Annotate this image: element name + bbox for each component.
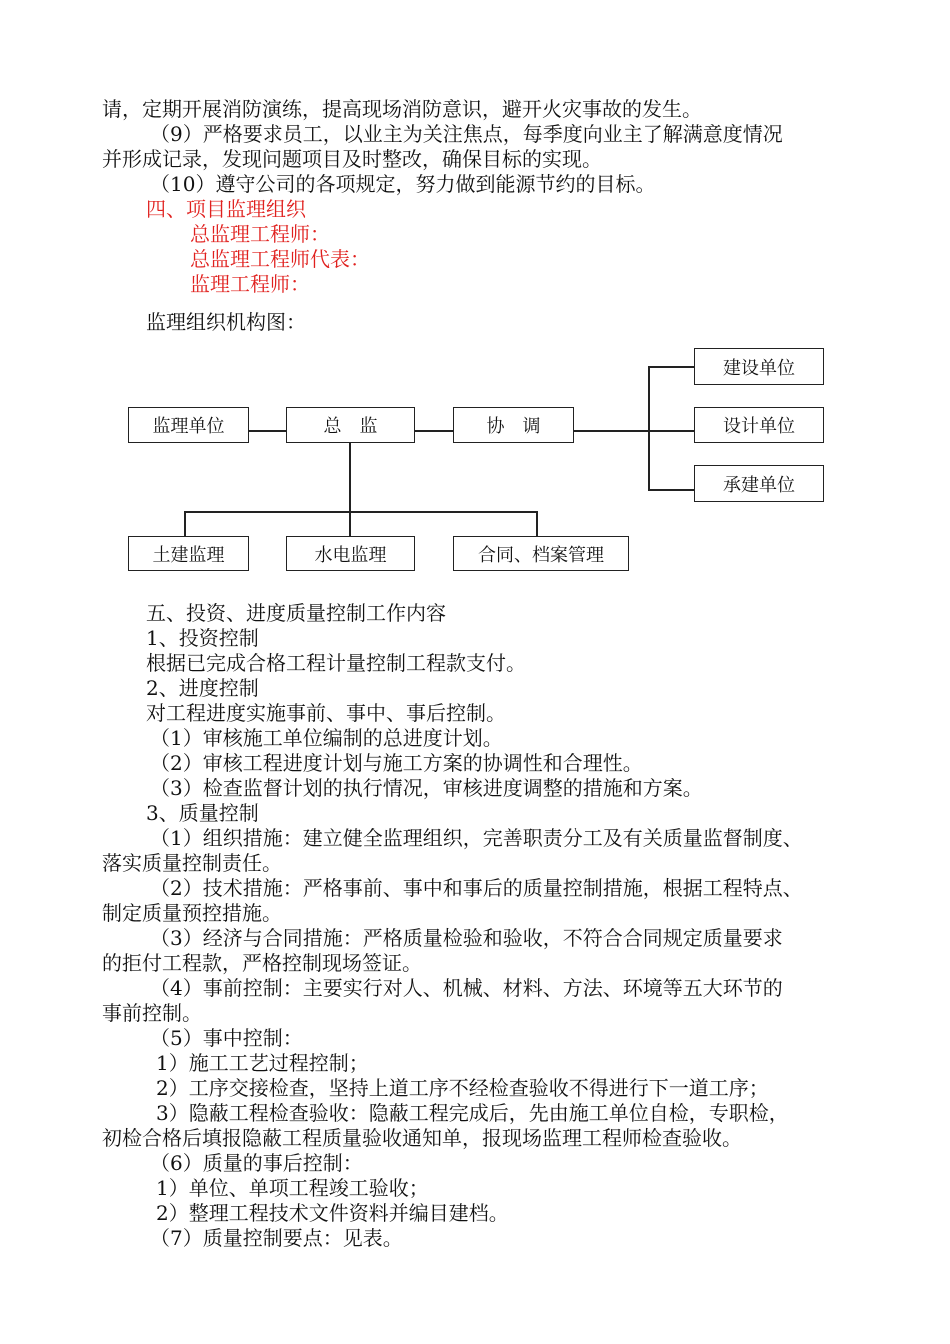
paragraph-line: 3）隐蔽工程检查验收：隐蔽工程完成后，先由施工单位自检，专职检， [156,1101,789,1125]
chart-caption: 监理组织机构图： [146,310,306,334]
paragraph-line: （1）组织措施：建立健全监理组织，完善职责分工及有关质量监督制度、 [150,826,803,850]
connector [648,489,694,491]
paragraph-line: 根据已完成合格工程计量控制工程款支付。 [146,651,526,675]
connector [648,366,650,490]
paragraph-line: 2）工序交接检查，坚持上道工序不经检查验收不得进行下一道工序； [156,1076,769,1100]
connector [573,430,694,432]
paragraph-line: 2）整理工程技术文件资料并编目建档。 [156,1201,509,1225]
paragraph-line: 事前控制。 [102,1001,202,1025]
role-line: 监理工程师： [190,272,310,296]
connector [648,366,694,368]
connector [414,430,453,432]
connector [349,442,351,537]
paragraph-line: （2）审核工程进度计划与施工方案的协调性和合理性。 [150,751,643,775]
role-line: 总监理工程师： [190,222,330,246]
paragraph-line: （7）质量控制要点：见表。 [150,1226,403,1250]
design-unit-box: 设计单位 [694,407,824,443]
paragraph-line: 制定质量预控措施。 [102,901,282,925]
paragraph-line: （3）经济与合同措施：严格质量检验和验收，不符合合同规定质量要求 [150,926,783,950]
paragraph-line: 的拒付工程款，严格控制现场签证。 [102,951,422,975]
paragraph-line: （10）遵守公司的各项规定，努力做到能源节约的目标。 [150,172,656,196]
paragraph-line: 1）单位、单项工程竣工验收； [156,1176,429,1200]
connector [248,430,286,432]
supervisor-unit-box: 监理单位 [128,407,249,443]
paragraph-line: 对工程进度实施事前、事中、事后控制。 [146,701,506,725]
coordination-box: 协 调 [453,407,574,443]
paragraph-line: （1）审核施工单位编制的总进度计划。 [150,726,503,750]
paragraph-line: （5）事中控制： [150,1026,303,1050]
mep-supervision-box: 水电监理 [286,536,415,571]
subsection-heading: 3、质量控制 [146,801,259,825]
paragraph-line: 请，定期开展消防演练，提高现场消防意识，避开火灾事故的发生。 [102,97,702,121]
connector [184,511,186,537]
chief-supervisor-box: 总 监 [286,407,415,443]
subsection-heading: 1、投资控制 [146,626,259,650]
section-heading: 四、项目监理组织 [146,197,306,221]
paragraph-line: 1）施工工艺过程控制； [156,1051,369,1075]
paragraph-line: （4）事前控制：主要实行对人、机械、材料、方法、环境等五大环节的 [150,976,783,1000]
paragraph-line: （3）检查监督计划的执行情况，审核进度调整的措施和方案。 [150,776,703,800]
paragraph-line: （2）技术措施：严格事前、事中和事后的质量控制措施，根据工程特点、 [150,876,803,900]
subsection-heading: 2、进度控制 [146,676,259,700]
civil-supervision-box: 土建监理 [128,536,249,571]
paragraph-line: （9）严格要求员工，以业主为关注焦点，每季度向业主了解满意度情况 [150,122,783,146]
connector [536,511,538,537]
connector [184,511,537,513]
paragraph-line: 落实质量控制责任。 [102,851,282,875]
construction-unit-box: 建设单位 [694,348,824,385]
section-heading: 五、投资、进度质量控制工作内容 [146,601,446,625]
contractor-unit-box: 承建单位 [694,465,824,502]
paragraph-line: （6）质量的事后控制： [150,1151,363,1175]
role-line: 总监理工程师代表： [190,247,370,271]
paragraph-line: 并形成记录，发现问题项目及时整改，确保目标的实现。 [102,147,602,171]
contract-archive-box: 合同、档案管理 [453,536,629,571]
paragraph-line: 初检合格后填报隐蔽工程质量验收通知单，报现场监理工程师检查验收。 [102,1126,742,1150]
